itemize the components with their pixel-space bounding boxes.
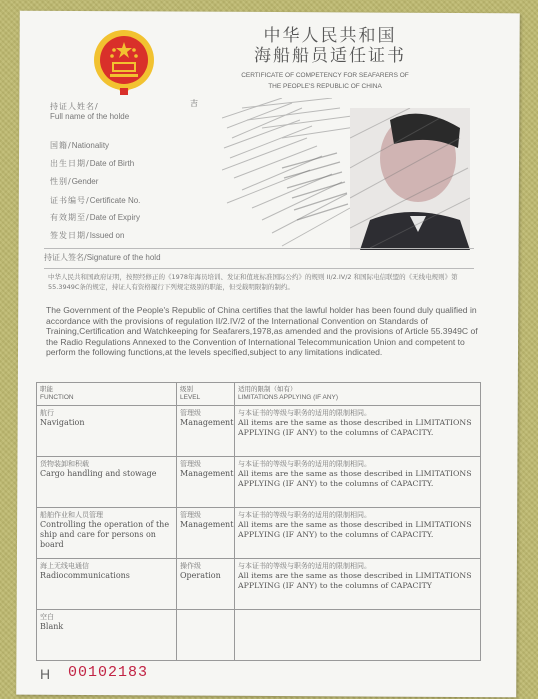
header-function: 职能 FUNCTION xyxy=(37,383,177,406)
field-issued-on: 签发日期/Issued on xyxy=(50,231,125,240)
table-row xyxy=(37,406,481,457)
header-limitations: 适用的限制（如有） LIMITATIONS APPLYING (IF ANY) xyxy=(235,383,481,406)
function-cell: 空白 Blank xyxy=(37,610,177,661)
table-row xyxy=(37,508,481,559)
certification-text-chinese: 中华人民共和国政府证明，按照经修正的《1978年海员培训、发证和值班标准国际公约》的规则 II/2.IV/2 和国际电信联盟的《无线电规则》第55.3949C条的规定，持证人有资格履行下列规定级别的职能，但受载明限制的制约。 xyxy=(48,273,458,291)
certificate-title-chinese xyxy=(210,26,450,66)
serial-number: 00102183 xyxy=(68,664,149,681)
function-cell: 船舶作业和人员管理 Controlling the operation of the ship and care for persons on board xyxy=(37,508,177,559)
table-header-row xyxy=(37,383,481,406)
certificate-title-english xyxy=(195,70,455,92)
title-en-line2: THE PEOPLE'S REPUBLIC OF CHINA xyxy=(268,83,382,90)
functions-table xyxy=(36,382,481,661)
table-row xyxy=(37,559,481,610)
function-cell: 海上无线电通信 Radiocommunications xyxy=(37,559,177,610)
function-cell: 货物装卸和积载 Cargo handling and stowage xyxy=(37,457,177,508)
field-date-of-expiry: 有效期至/Date of Expiry xyxy=(50,213,140,222)
level-cell: 管理级 Management xyxy=(177,508,235,559)
title-cn-line1: 中华人民共和国 xyxy=(263,26,397,46)
limitations-cell: 与本证书的等级与职务的适用的限制相同。 All items are the same as those described in LIMITATIONS APPLYING (IF ANY) to the columns of CAPACITY. xyxy=(235,406,481,457)
field-certificate-no: 证书编号/Certificate No. xyxy=(50,196,141,205)
holder-name-value: 吉 xyxy=(190,99,198,108)
title-cn-line2: 海船船员适任证书 xyxy=(254,46,406,66)
limitations-cell: 与本证书的等级与职务的适用的限制相同。 All items are the same as those described in LIMITATIONS APPLYING (IF ANY) to the columns of CAPACITY xyxy=(235,559,481,610)
table-row xyxy=(37,457,481,508)
holder-photo xyxy=(350,108,470,250)
limitations-cell: 与本证书的等级与职务的适用的限制相同。 All items are the same as those described in LIMITATIONS APPLYING (IF ANY) to the columns of CAPACITY. xyxy=(235,508,481,559)
national-emblem-icon xyxy=(92,28,156,96)
level-cell xyxy=(177,610,235,661)
field-nationality: 国籍/Nationality xyxy=(50,141,110,150)
field-date-of-birth: 出生日期/Date of Birth xyxy=(50,159,135,168)
table-row xyxy=(37,610,481,661)
title-en-line1: CERTIFICATE OF COMPETENCY FOR SEAFARERS OF xyxy=(241,72,409,79)
limitations-cell xyxy=(235,610,481,661)
field-full-name: 持证人姓名/ Full name of the holde xyxy=(50,102,130,121)
signature-row xyxy=(44,248,474,269)
signature-label-cn: 持证人签名/ xyxy=(44,253,87,262)
signature-label-en: Signature of the hold xyxy=(86,253,161,262)
level-cell: 管理级 Management xyxy=(177,457,235,508)
certification-text-english: The Government of the People's Republic of China certifies that the lawful holder has been found duly qualified in accordance with the provisions of regulation II/2.IV/2 of the International Convention on Standards of Training,Certification and Watchkeeping for Seafarers,1978,as amended and the provisions of Article 55.3949C of the Radio Regulations Annexed to the Convention of International Telecommunication Union and competent to perform the following functions,at the levels specified,subject to any limitations indicated. xyxy=(46,305,478,358)
limitations-cell: 与本证书的等级与职务的适用的限制相同。 All items are the same as those described in LIMITATIONS APPLYING (IF ANY) to the columns of CAPACITY. xyxy=(235,457,481,508)
level-cell: 操作级 Operation xyxy=(177,559,235,610)
header-level: 级别 LEVEL xyxy=(177,383,235,406)
serial-prefix: H xyxy=(40,666,51,682)
function-cell: 航行 Navigation xyxy=(37,406,177,457)
level-cell: 管理级 Management xyxy=(177,406,235,457)
field-gender: 性别/Gender xyxy=(50,177,99,186)
